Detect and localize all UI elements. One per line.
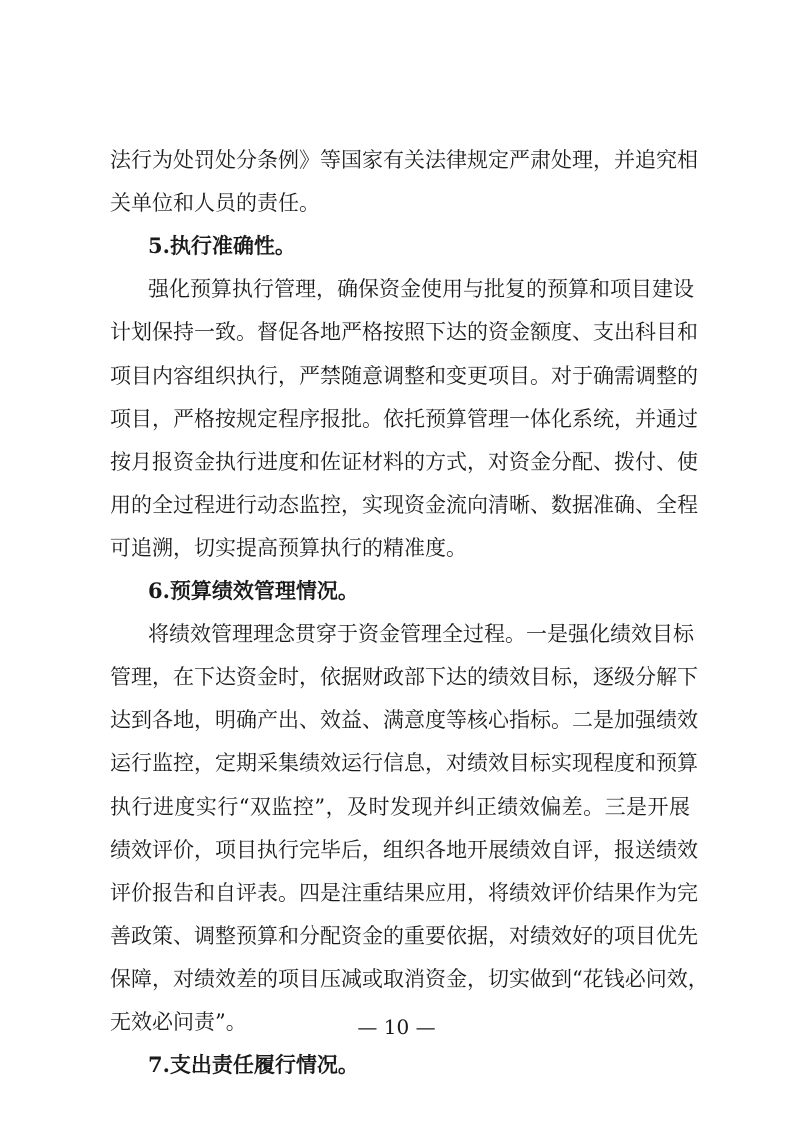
paragraph-line: 执行进度实行“双监控”，及时发现并纠正绩效偏差。三是开展: [110, 795, 690, 819]
paragraph-line: 可追溯，切实提高预算执行的精准度。: [110, 536, 467, 560]
paragraph-line: 用的全过程进行动态监控，实现资金流向清晰、数据准确、全程: [110, 493, 698, 517]
paragraph-line: 无效必问责”。: [110, 1010, 247, 1034]
paragraph-line: 按月报资金执行进度和佐证材料的方式，对资金分配、拨付、使: [110, 450, 698, 474]
paragraph-line: 项目，严格按规定程序报批。依托预算管理一体化系统，并通过: [110, 407, 698, 431]
paragraph-line: 管理，在下达资金时，依据财政部下达的绩效目标，逐级分解下: [110, 665, 698, 689]
paragraph-line: 达到各地，明确产出、效益、满意度等核心指标。二是加强绩效: [110, 708, 698, 732]
section-heading-6: 6.预算绩效管理情况。: [148, 578, 359, 603]
paragraph-line: 将绩效管理理念贯穿于资金管理全过程。一是强化绩效目标: [148, 622, 694, 646]
paragraph-line: 计划保持一致。督促各地严格按照下达的资金额度、支出科目和: [110, 320, 698, 344]
paragraph-line: 项目内容组织执行，严禁随意调整和变更项目。对于确需调整的: [110, 364, 698, 388]
paragraph-line: 法行为处罚处分条例》等国家有关法律规定严肃处理，并追究相: [110, 148, 698, 172]
paragraph-line: 绩效评价，项目执行完毕后，组织各地开展绩效自评，报送绩效: [110, 838, 698, 862]
paragraph-line: 保障，对绩效差的项目压减或取消资金，切实做到“花钱必问效，: [110, 967, 709, 991]
section-heading-5: 5.执行准确性。: [148, 233, 296, 258]
paragraph-line: 关单位和人员的责任。: [110, 191, 320, 215]
paragraph-line: 善政策、调整预算和分配资金的重要依据，对绩效好的项目优先: [110, 924, 698, 948]
paragraph-line: 强化预算执行管理，确保资金使用与批复的预算和项目建设: [148, 277, 694, 301]
paragraph-line: 运行监控，定期采集绩效运行信息，对绩效目标实现程度和预算: [110, 751, 698, 775]
section-heading-7: 7.支出责任履行情况。: [148, 1052, 359, 1077]
paragraph-line: 评价报告和自评表。四是注重结果应用，将绩效评价结果作为完: [110, 881, 698, 905]
page-number: — 10 —: [357, 1015, 436, 1039]
